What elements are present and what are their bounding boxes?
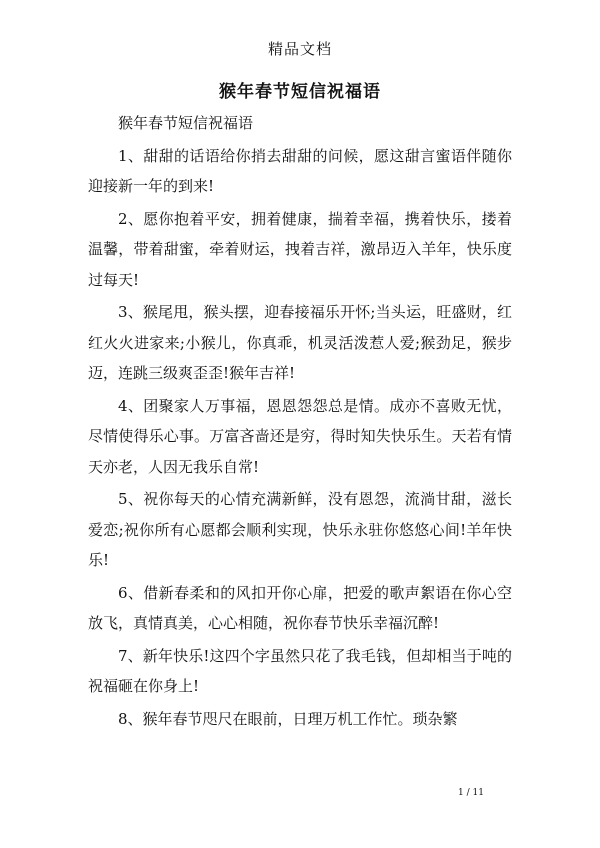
paragraph-1: 1、甜甜的话语给你捎去甜甜的问候，愿这甜言蜜语伴随你迎接新一年的到来!: [88, 146, 512, 195]
paragraph-8: 8、猴年春节咫尺在眼前，日理万机工作忙。琐杂繁: [118, 709, 458, 728]
paragraph-3: 3、猴尾甩，猴头摆，迎春接福乐开怀;当头运，旺盛财，红红火火进家来;小猴儿，你真乖，机灵活泼惹人爱;猴劲足，猴步迈，连跳三级爽歪歪!猴年吉祥!: [88, 303, 512, 382]
paragraph-5: 5、祝你每天的心情充满新鲜，没有恩怨，流淌甘甜，滋长爱恋;祝你所有心愿都会顺利实现，快乐永驻你悠悠心间!羊年快乐!: [88, 490, 512, 569]
page-title: 猴年春节短信祝福语: [219, 82, 381, 102]
page-number: 1 / 11: [458, 788, 484, 798]
document-body: [88, 108, 512, 734]
paragraph-7: 7、新年快乐!这四个字虽然只花了我毛钱，但却相当于吨的祝福砸在你身上!: [88, 646, 512, 695]
subtitle-paragraph: 猴年春节短信祝福语: [118, 114, 254, 132]
paragraph-2: 2、愿你抱着平安，拥着健康，揣着幸福，携着快乐，搂着温馨，带着甜蜜，牵着财运，拽着吉祥，激昂迈入羊年，快乐度过每天!: [88, 209, 512, 289]
paragraph-6: 6、借新春柔和的风扣开你心扉，把爱的歌声絮语在你心空放飞，真情真美，心心相随，祝你春节快乐幸福沉醉!: [88, 583, 512, 632]
paragraph-4: 4、团聚家人万事福，恩恩怨怨总是情。成亦不喜败无忧，尽情使得乐心事。万富吝啬还是穷，得时知失快乐生。天若有情天亦老，人因无我乐自常!: [88, 396, 512, 476]
page-header: 精品文档: [267, 40, 332, 58]
